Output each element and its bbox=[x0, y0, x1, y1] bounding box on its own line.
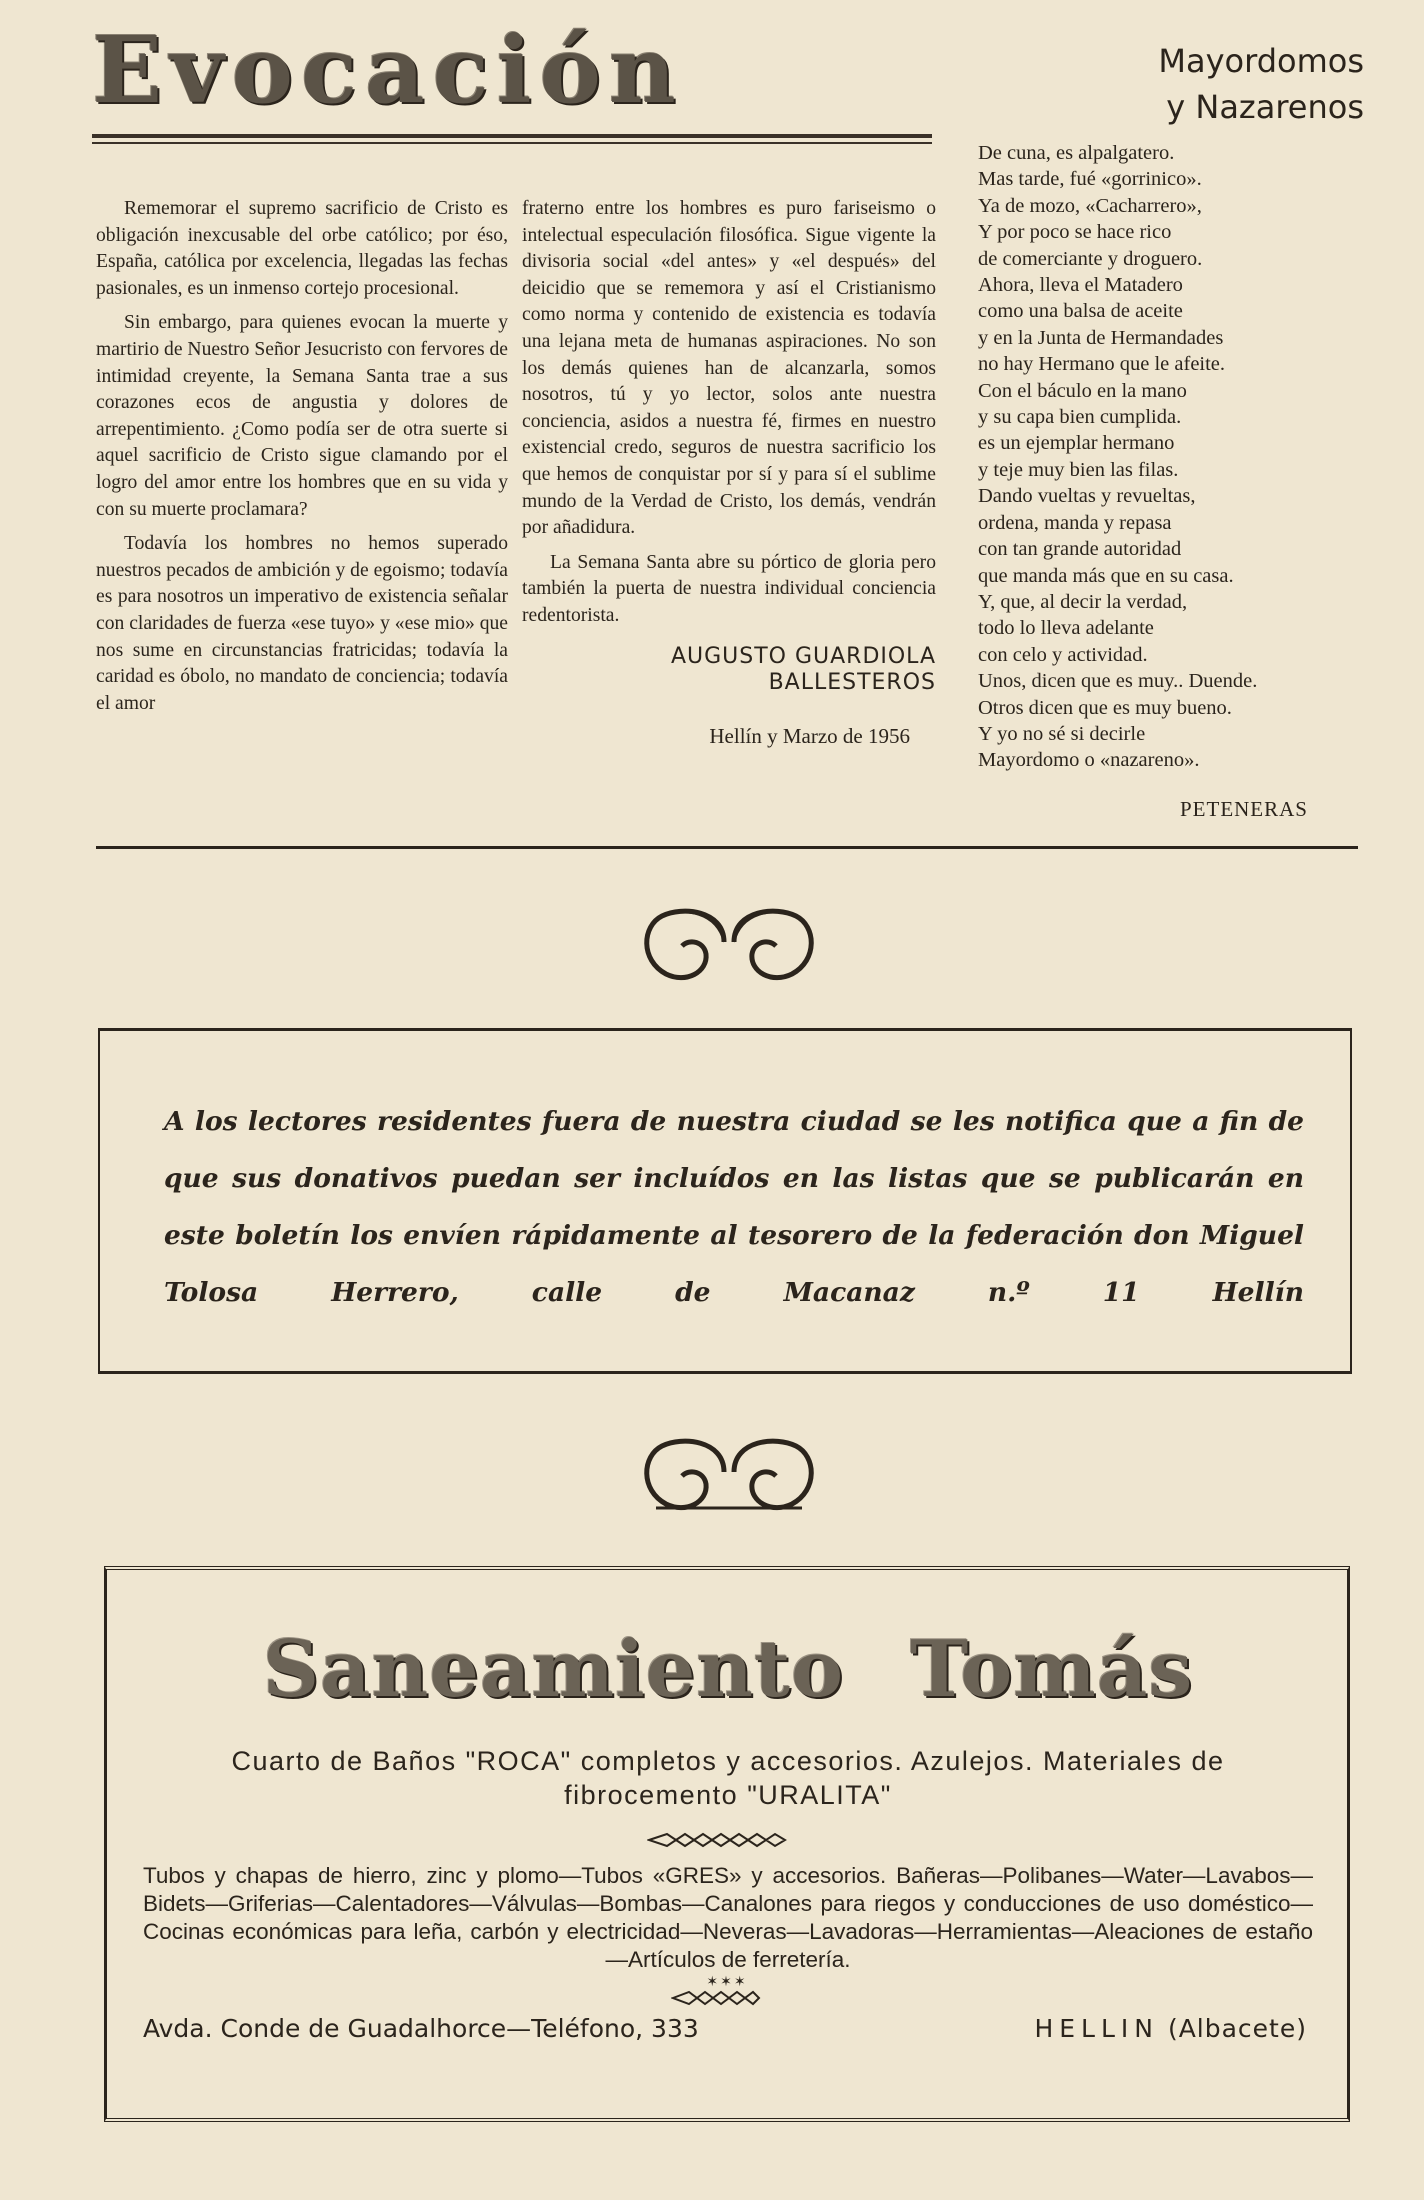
poem-line: Mas tarde, fué «gorrinico». bbox=[978, 168, 1202, 191]
poem-line: ordena, manda y repasa bbox=[978, 511, 1172, 534]
article-paragraph: Todavía los hombres no hemos superado nuestros pecados de ambición y de egoismo; todavía es para nosotros un imperativo de existencia señalar con claridades de fuerza «ese tuyo» y «ese mio» que nos sume en circunstancias fratricidas; todavía la caridad es óbolo, no mandato de conciencia; todavía el amor bbox=[96, 533, 508, 714]
poem-line: Ahora, lleva el Matadero bbox=[978, 274, 1183, 297]
poem-line: Y yo no sé si decirle bbox=[978, 722, 1146, 745]
chain-divider-icon bbox=[671, 1990, 761, 2006]
poem-line: Mayordomo o «nazareno». bbox=[978, 749, 1200, 772]
chain-divider-icon bbox=[647, 1832, 787, 1848]
poem-line: Dando vueltas y revueltas, bbox=[978, 485, 1196, 508]
poem-line: Ya de mozo, «Cacharrero», bbox=[978, 194, 1202, 217]
poem-line: con celo y actividad. bbox=[978, 643, 1148, 666]
poem-column bbox=[978, 140, 1308, 822]
title-rule-thin bbox=[92, 142, 932, 144]
article-signature: AUGUSTO GUARDIOLA BALLESTEROS bbox=[670, 643, 936, 696]
poem-author: PETENERAS bbox=[1179, 796, 1308, 821]
poem-line: de comerciante y droguero. bbox=[978, 247, 1203, 270]
notice-text: A los lectores residentes fuera de nuestra ciudad se les notifica que a fin de que sus donativos puedan ser incluídos en las listas que se publicarán en este boletín los envíen rápidamente al tesorero de la federación don Miguel Tolosa Herrero, calle de Macanaz n.º 11 Hellín bbox=[164, 1106, 1304, 1308]
article-paragraph: fraterno entre los hombres es puro fariseismo o intelectual especulación filosófica. Sigue vigente la divisoria social «del antes» y «el después» del deicidio que se rememora y así el Cristianismo como norma y contenido de existencia es todavía una lejana meta de humanas aspiraciones. No son los demás quienes han de alcanzarla, somos nosotros, tú y yo lector, solos ante nuestra conciencia, asidos a nuestra fé, firmes en nuestro existencial credo, seguros de nuestra sacrificio los que hemos de conquistar por sí y para sí el sublime mundo de la Verdad de Cristo, los demás, vendrán por añadidura. bbox=[522, 198, 936, 539]
article-column-1 bbox=[96, 196, 508, 725]
poem-line: Y, que, al decir la verdad, bbox=[978, 590, 1188, 613]
ad-city bbox=[1034, 2014, 1307, 2043]
poem-line: Otros dicen que es muy bueno. bbox=[978, 696, 1232, 719]
poem-line: es un ejemplar hermano bbox=[978, 432, 1175, 455]
poem-line: Con el báculo en la mano bbox=[978, 379, 1187, 402]
ad-product-list: Tubos y chapas de hierro, zinc y plomo—Tubos «GRES» y accesorios. Bañeras—Polibanes—Water—Lavabos—Bidets—Griferias—Calentadores—Válvulas—Bombas—Canalones para riegos y conducciones de uso doméstico—Cocinas económicas para leña, carbón y electricidad—Neveras—Lavadoras—Herramientas—Aleaciones de estaño—Artículos de ferretería. bbox=[143, 1863, 1313, 1972]
poem-line: todo lo lleva adelante bbox=[978, 617, 1154, 640]
ad-subtitle: Cuarto de Baños "ROCA" completos y accesorios. Azulejos. Materiales de fibrocemento "URALITA" bbox=[231, 1746, 1225, 1810]
advertisement bbox=[104, 1566, 1350, 2122]
ad-title: Saneamiento Tomás bbox=[262, 1624, 1194, 1715]
poem-line: De cuna, es alpalgatero. bbox=[978, 142, 1175, 164]
section-divider bbox=[96, 846, 1358, 849]
ad-city-name: HELLIN bbox=[1034, 2014, 1159, 2043]
section-label bbox=[1158, 38, 1364, 130]
poem-line: y teje muy bien las filas. bbox=[978, 458, 1179, 481]
ad-address: Avda. Conde de Guadalhorce—Teléfono, 333 bbox=[143, 2014, 699, 2043]
poem-line: Unos, dicen que es muy.. Duende. bbox=[978, 670, 1258, 693]
article-dateline: Hellín y Marzo de 1956 bbox=[709, 723, 910, 748]
article-paragraph: Sin embargo, para quienes evocan la muerte y martirio de Nuestro Señor Jesucristo con fervores de intimidad creyente, la Semana Santa trae a sus corazones ecos de angustia y dolores de arrepentimiento. ¿Como podía ser de otra suerte si aquel sacrificio de Cristo sigue clamando por el logro del amor entre los hombres que en su vida y con su muerte proclamara? bbox=[96, 312, 508, 520]
article-title: Evocación bbox=[92, 16, 684, 124]
poem-line: con tan grande autoridad bbox=[978, 538, 1182, 561]
ad-province: (Albacete) bbox=[1167, 2014, 1307, 2043]
section-label-line2: y Nazarenos bbox=[1166, 88, 1364, 126]
article-paragraph: La Semana Santa abre su pórtico de gloria pero también la puerta de nuestra individual conciencia redentorista. bbox=[522, 551, 936, 626]
poem-line: que manda más que en su casa. bbox=[978, 564, 1234, 587]
notice-box bbox=[98, 1028, 1352, 1374]
poem-line: no hay Hermano que le afeite. bbox=[978, 353, 1226, 376]
poem-line: y su capa bien cumplida. bbox=[978, 406, 1182, 429]
scroll-ornament-icon bbox=[636, 1432, 822, 1512]
article-paragraph: Rememorar el supremo sacrificio de Cristo es obligación inexcusable del orbe católico; por éso, España, católica por excelencia, llegadas las fechas pasionales, es un inmenso cortejo procesional. bbox=[96, 198, 508, 299]
poem-line: como una balsa de aceite bbox=[978, 300, 1183, 323]
scroll-ornament-icon bbox=[636, 902, 822, 982]
poem-line: y en la Junta de Hermandades bbox=[978, 326, 1224, 349]
poem-line: Y por poco se hace rico bbox=[978, 221, 1172, 244]
stars-ornament-icon: ✶✶✶ bbox=[706, 1975, 748, 1990]
title-rule bbox=[92, 134, 932, 138]
article-column-2 bbox=[522, 196, 936, 757]
section-label-line1: Mayordomos bbox=[1158, 42, 1364, 80]
